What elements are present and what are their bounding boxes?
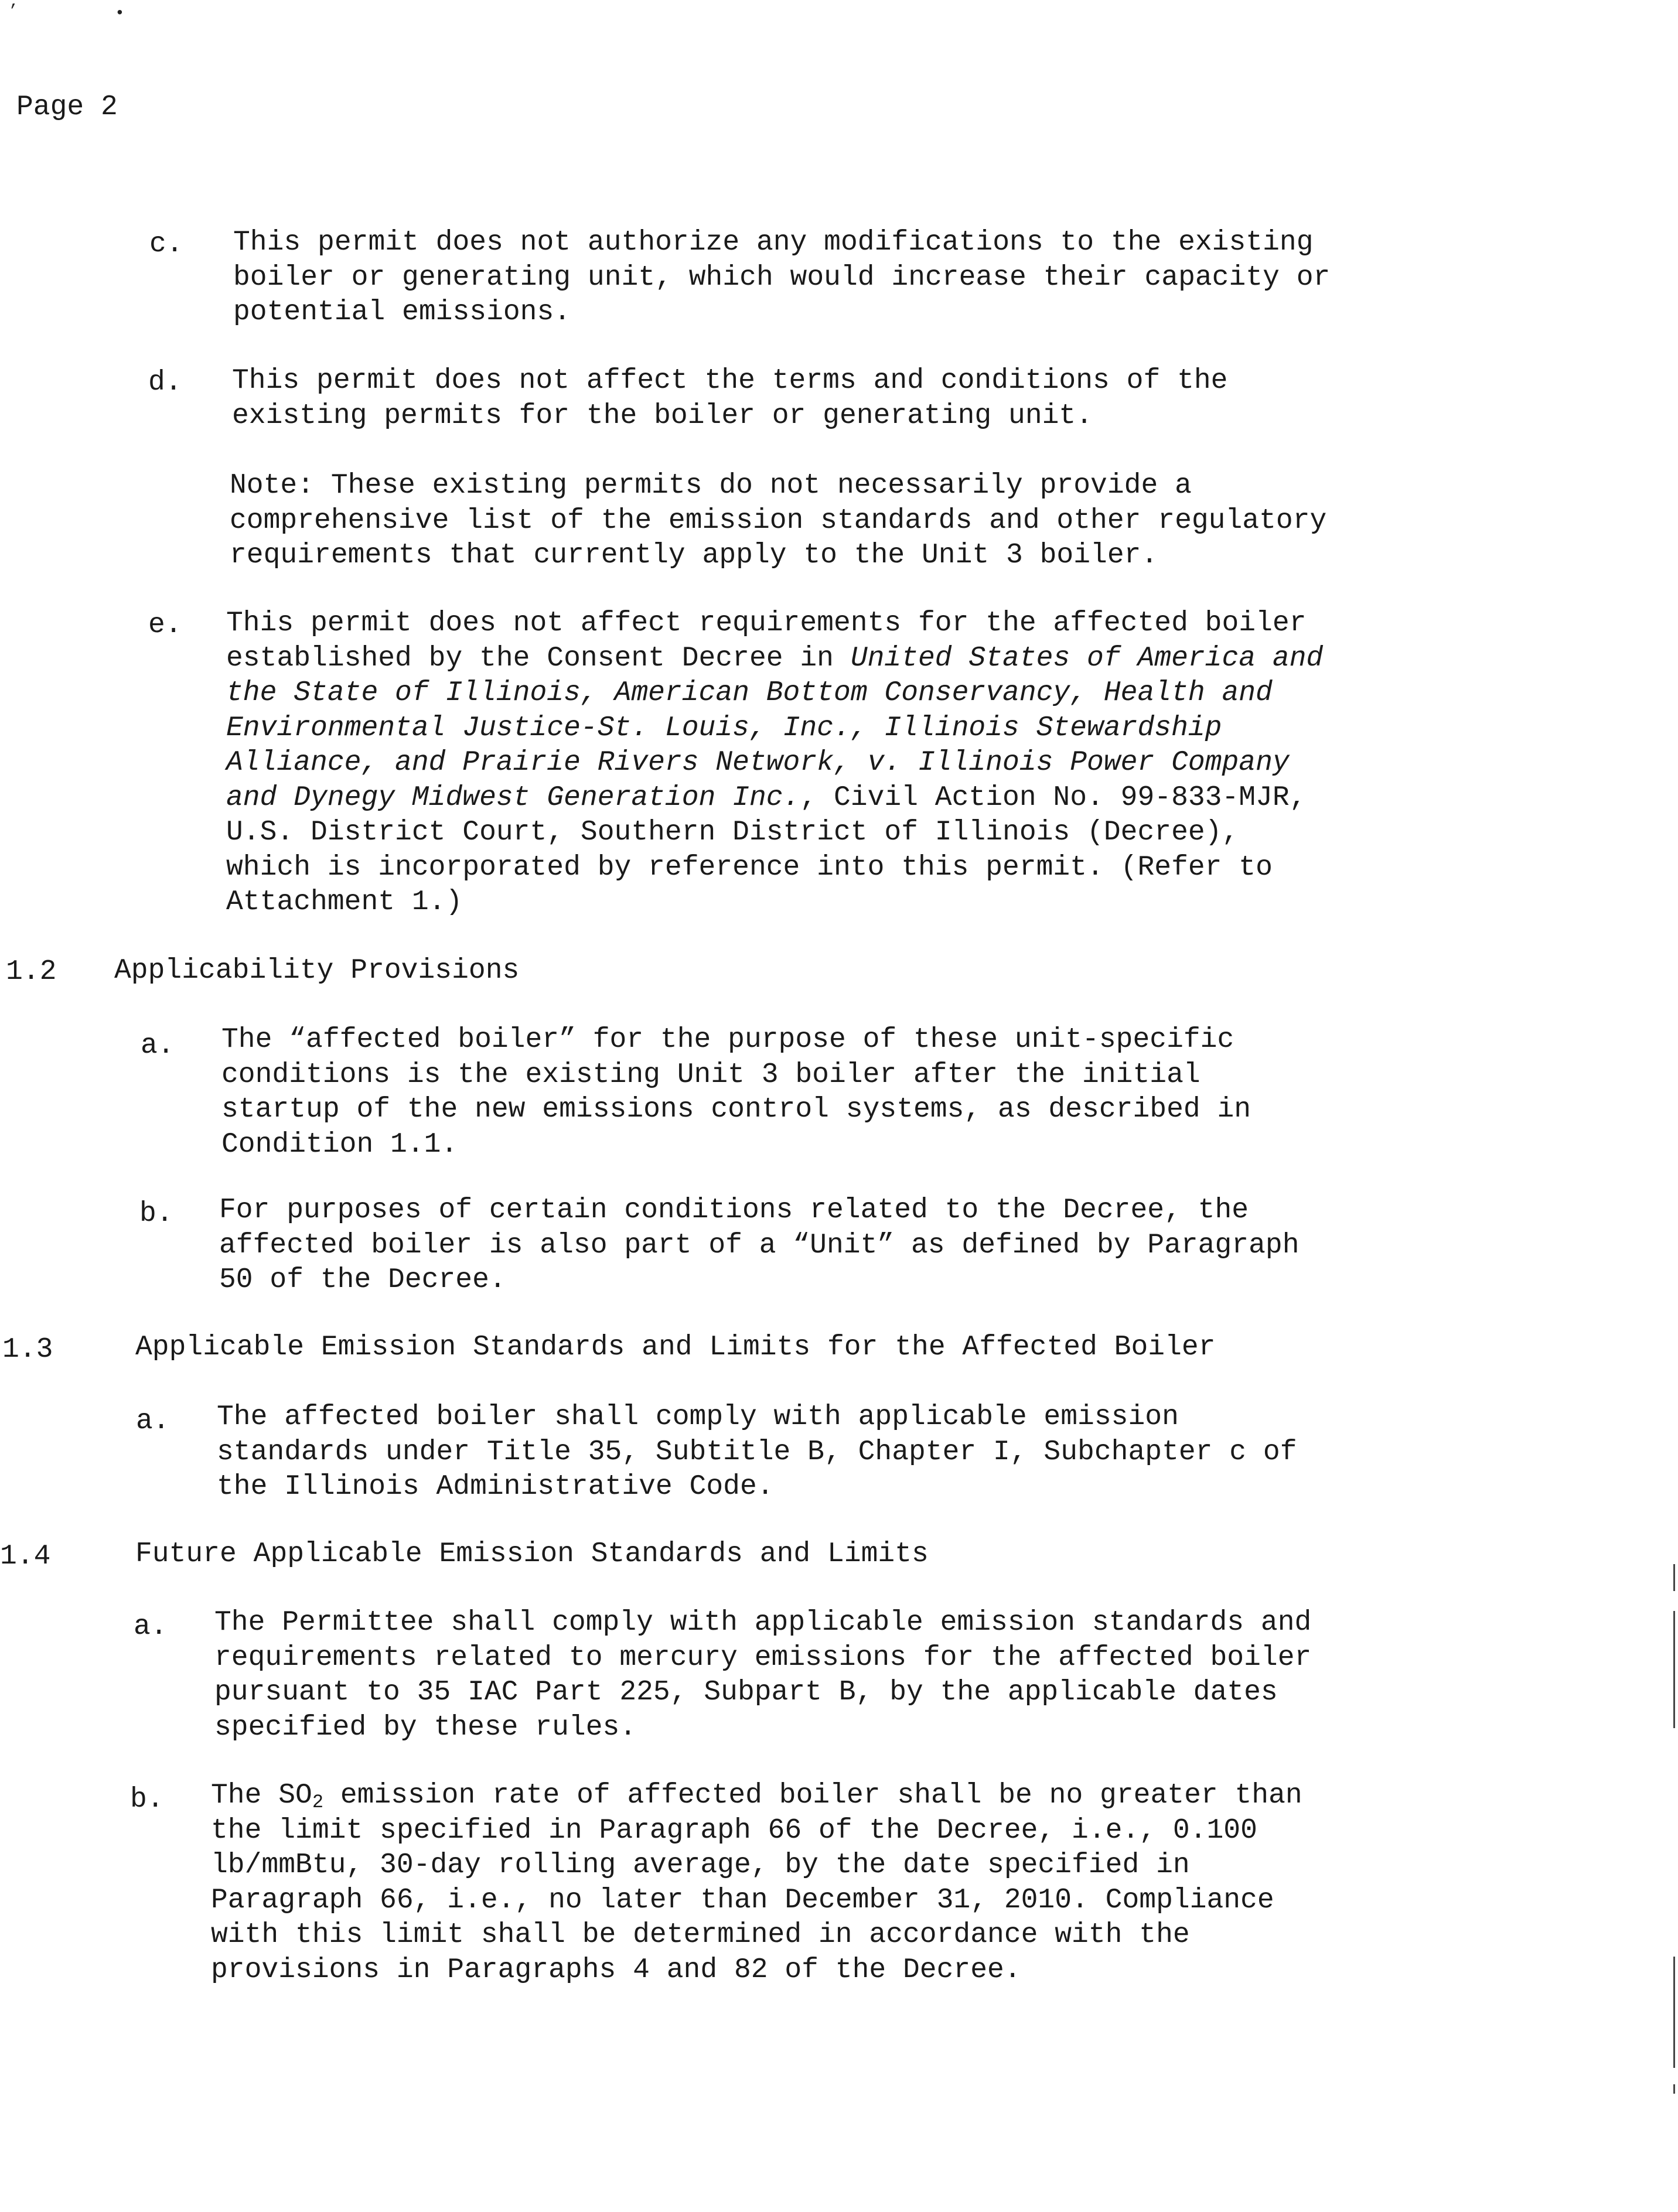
page-number: Page 2 xyxy=(16,91,118,123)
section-1-4-number: 1.4 xyxy=(0,1541,51,1572)
corner-mark-left: ’ xyxy=(8,2,18,21)
section-1-4-title: Future Applicable Emission Standards and Limits xyxy=(135,1538,929,1570)
section-1-4-b-body: emission rate of affected boiler shall be no greater than the limit specified in Paragraph 66 of the Decree, i.e., 0.100 lb/mmBtu, 30-day rolling average, by the date specified in Paragraph 66, i.e., no later than December 31, 2010. Compliance with this limit shall be determined in accordance with the provisions in Paragraphs 4 and 82 of the Decree. xyxy=(211,1780,1302,1986)
item-d-marker: d. xyxy=(148,367,182,398)
scan-artifact-line xyxy=(1673,1611,1675,1728)
section-1-4-a-text: The Permittee shall comply with applicable emission standards and requirements related to mercury emissions for the affected boiler pursuant to 35 IAC Part 225, Subpart B, by the applicable dates specified by these rules. xyxy=(214,1607,1312,1743)
item-e-outro: , Civil Action No. 99-833-MJR, U.S. District Court, Southern District of Illinois (Decree), which is incorporated by reference into this permit. (Refer to Attachment 1.) xyxy=(226,781,1307,918)
section-1-2-b-marker: b. xyxy=(139,1198,173,1230)
section-1-2-b-text: For purposes of certain conditions related to the Decree, the affected boiler is also part of a “Unit” as defined by Paragraph 50 of the Decree. xyxy=(219,1194,1300,1296)
section-1-3-a-text: The affected boiler shall comply with applicable emission standards under Title 35, Subtitle B, Chapter I, Subchapter c of the Illinois Administrative Code. xyxy=(217,1401,1297,1503)
section-1-4-b-text xyxy=(211,1779,1302,1988)
item-e-text xyxy=(226,606,1323,920)
scan-artifact-line xyxy=(1673,1564,1675,1591)
section-1-2-number: 1.2 xyxy=(6,956,57,988)
item-d-text: This permit does not affect the terms and conditions of the existing permits for the boiler or generating unit. xyxy=(232,365,1228,432)
section-1-2-title: Applicability Provisions xyxy=(114,955,520,986)
scan-artifact-line xyxy=(1673,2084,1675,2094)
item-c-text: This permit does not authorize any modifications to the existing boiler or generating unit, which would increase their capacity or potential emissions. xyxy=(233,227,1331,328)
so2-subscript: 2 xyxy=(312,1791,324,1813)
so2-prefix: The SO xyxy=(211,1780,312,1811)
item-e-marker: e. xyxy=(148,609,182,641)
note-text: Note: These existing permits do not necessarily provide a comprehensive list of the emission standards and other regulatory requirements that currently apply to the Unit 3 boiler. xyxy=(230,470,1327,571)
section-1-4-a-marker: a. xyxy=(134,1611,168,1643)
item-e-case-name: United States of America and the State of Illinois, American Bottom Conservancy, Health and Environmental Justice-St. Louis, Inc., Illinois Stewardship Alliance, and Prairie Rivers Network, v. Illinois Power Company and Dynegy Midwest Generation Inc. xyxy=(226,642,1324,814)
section-1-4-b-marker: b. xyxy=(130,1784,164,1815)
section-1-2-a-marker: a. xyxy=(141,1030,175,1061)
scan-artifact-line xyxy=(1673,1957,1675,2068)
corner-mark-right: • xyxy=(115,5,125,23)
section-1-3-title: Applicable Emission Standards and Limits for the Affected Boiler xyxy=(135,1332,1216,1363)
section-1-3-number: 1.3 xyxy=(2,1334,53,1366)
item-c-marker: c. xyxy=(149,228,183,260)
section-1-3-a-marker: a. xyxy=(136,1405,170,1437)
section-1-2-a-text: The “affected boiler” for the purpose of these unit-specific conditions is the existing Unit 3 boiler after the initial startup of the new emissions control systems, as described in Condition 1.1. xyxy=(221,1024,1251,1160)
item-e-intro: This permit does not affect requirements for the affected boiler established by the Consent Decree in xyxy=(226,607,1307,674)
